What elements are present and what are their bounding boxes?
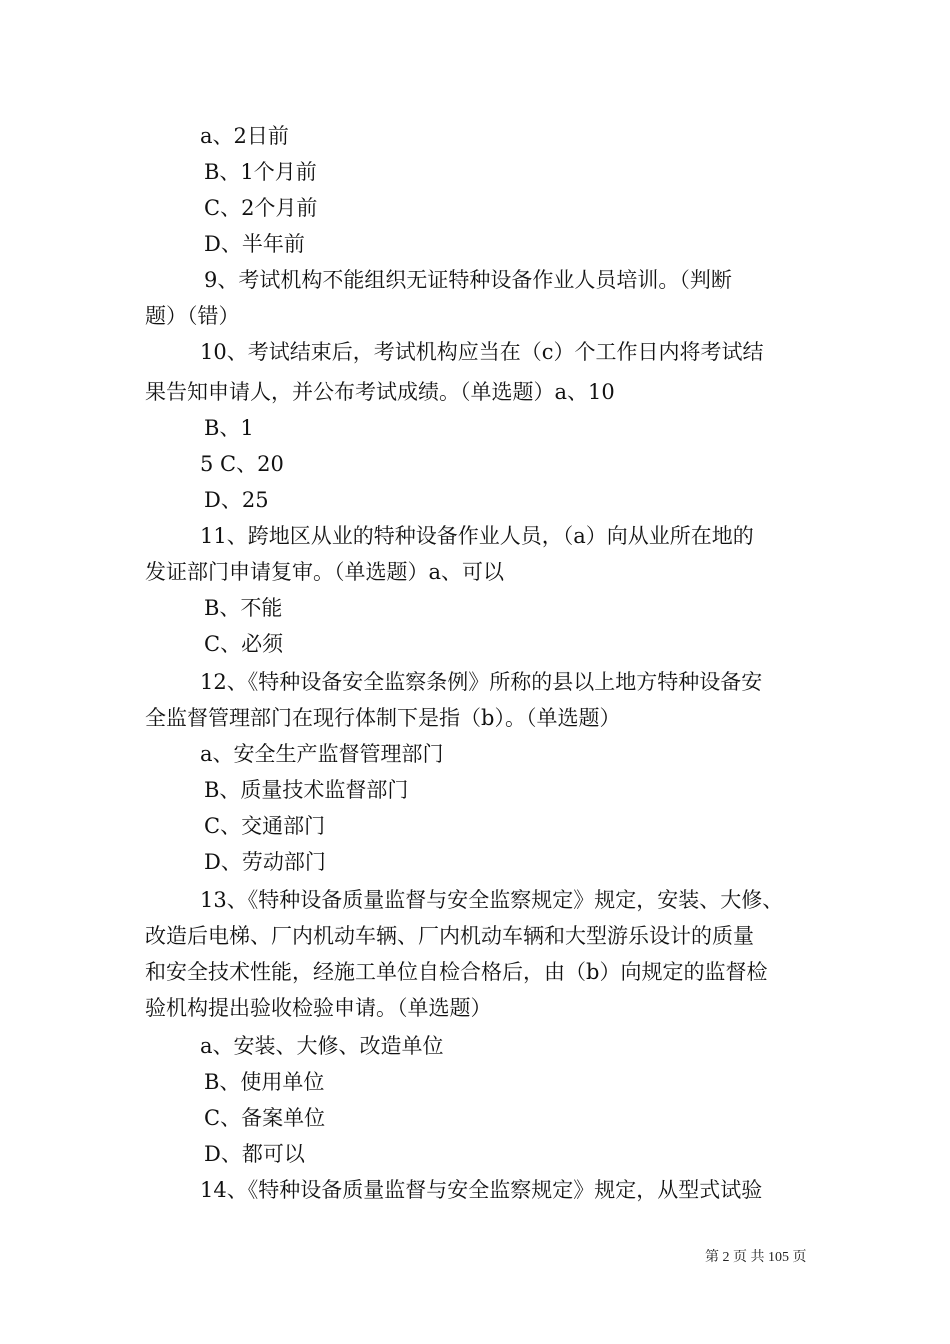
question-11-line-2: 发证部门申请复审。（单选题）a、可以 — [145, 560, 505, 584]
option-8-b: B、1个月前 — [204, 160, 317, 184]
option-12-c: C、交通部门 — [204, 814, 326, 838]
option-8-a: a、2日前 — [200, 124, 289, 148]
option-10-b: B、1 — [204, 416, 254, 440]
option-12-d: D、劳动部门 — [204, 850, 326, 874]
option-11-b: B、不能 — [204, 596, 283, 620]
question-9-line-2: 题）（错） — [145, 304, 240, 328]
option-13-b: B、使用单位 — [204, 1070, 325, 1094]
question-13-line-3: 和安全技术性能，经施工单位自检合格后，由（b）向规定的监督检 — [145, 960, 768, 984]
question-14-line-1: 14、《特种设备质量监督与安全监察规定》规定，从型式试验 — [200, 1178, 763, 1202]
question-13-line-1: 13、《特种设备质量监督与安全监察规定》规定，安装、大修、 — [200, 888, 784, 912]
question-13-line-4: 验机构提出验收检验申请。（单选题） — [145, 996, 492, 1020]
question-10-line-1: 10、考试结束后，考试机构应当在（c）个工作日内将考试结 — [200, 340, 764, 364]
option-13-d: D、都可以 — [204, 1142, 305, 1166]
question-12-line-1: 12、《特种设备安全监察条例》所称的县以上地方特种设备安 — [200, 670, 763, 694]
question-13-line-2: 改造后电梯、厂内机动车辆、厂内机动车辆和大型游乐设计的质量 — [145, 924, 754, 948]
option-13-c: C、备案单位 — [204, 1106, 326, 1130]
option-12-a: a、安全生产监督管理部门 — [200, 742, 444, 766]
question-10-line-2: 果告知申请人，并公布考试成绩。（单选题）a、10 — [145, 380, 615, 404]
option-10-c: 5 C、20 — [200, 452, 284, 476]
option-13-a: a、安装、大修、改造单位 — [200, 1034, 444, 1058]
option-10-d: D、25 — [204, 488, 269, 512]
option-8-d: D、半年前 — [204, 232, 305, 256]
question-11-line-1: 11、跨地区从业的特种设备作业人员，（a）向从业所在地的 — [200, 524, 754, 548]
page-number-footer: 第 2 页 共 105 页 — [705, 1250, 807, 1265]
option-12-b: B、质量技术监督部门 — [204, 778, 409, 802]
option-8-c: C、2个月前 — [204, 196, 318, 220]
question-12-line-2: 全监督管理部门在现行体制下是指（b）。（单选题） — [145, 706, 621, 730]
question-9-line-1: 9、考试机构不能组织无证特种设备作业人员培训。（判断 — [204, 268, 732, 292]
option-11-c: C、必须 — [204, 632, 284, 656]
